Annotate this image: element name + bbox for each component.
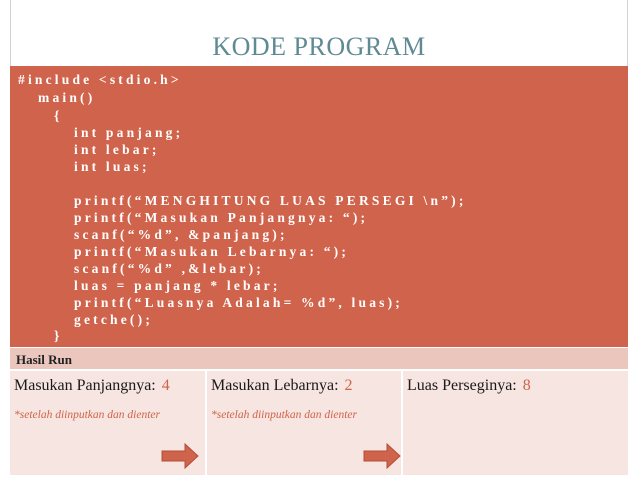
- result-cell-panjang: [10, 371, 205, 475]
- result-value: 8: [522, 377, 531, 394]
- results-table: [10, 347, 628, 477]
- code-line: int lebar;: [74, 142, 160, 157]
- code-line: #include <stdio.h>: [18, 72, 182, 87]
- result-value: 2: [344, 377, 353, 394]
- result-label: [211, 377, 353, 395]
- right-arrow-icon: [161, 443, 199, 469]
- code-line: main(): [38, 90, 96, 105]
- code-line: scanf(“%d”, &panjang);: [74, 227, 288, 242]
- result-label-text: Masukan Panjangnya:: [14, 377, 156, 394]
- result-label-text: Masukan Lebarnya:: [211, 377, 339, 394]
- result-value: 4: [161, 377, 170, 394]
- code-line: luas = panjang * lebar;: [74, 278, 281, 293]
- code-line: printf(“Masukan Panjangnya: “);: [74, 210, 369, 225]
- result-cell-luas: [403, 371, 628, 475]
- result-cell-lebar: [207, 371, 401, 475]
- result-label: [14, 377, 170, 395]
- slide-title: KODE PROGRAM: [212, 32, 426, 61]
- code-line: printf(“MENGHITUNG LUAS PERSEGI \n”);: [74, 193, 467, 208]
- result-label-text: Luas Perseginya:: [407, 377, 517, 394]
- code-panel: [10, 66, 628, 347]
- code-line: getche();: [74, 312, 154, 327]
- code-line: }: [54, 328, 63, 343]
- results-header: [10, 347, 628, 371]
- code-line: int panjang;: [74, 125, 184, 140]
- results-header-label: Hasil Run: [16, 352, 72, 367]
- code-line: {: [54, 108, 63, 123]
- code-line: printf(“Luasnya Adalah= %d”, luas);: [74, 295, 403, 310]
- result-note: *setelah diinputkan dan dienter: [14, 409, 160, 421]
- right-arrow-icon: [363, 443, 401, 469]
- result-label: [407, 377, 531, 395]
- code-line: printf(“Masukan Lebarnya: “);: [74, 244, 350, 259]
- code-line: int luas;: [74, 159, 150, 174]
- result-note: *setelah diinputkan dan dienter: [211, 409, 357, 421]
- code-line: scanf(“%d” ,&lebar);: [74, 261, 264, 276]
